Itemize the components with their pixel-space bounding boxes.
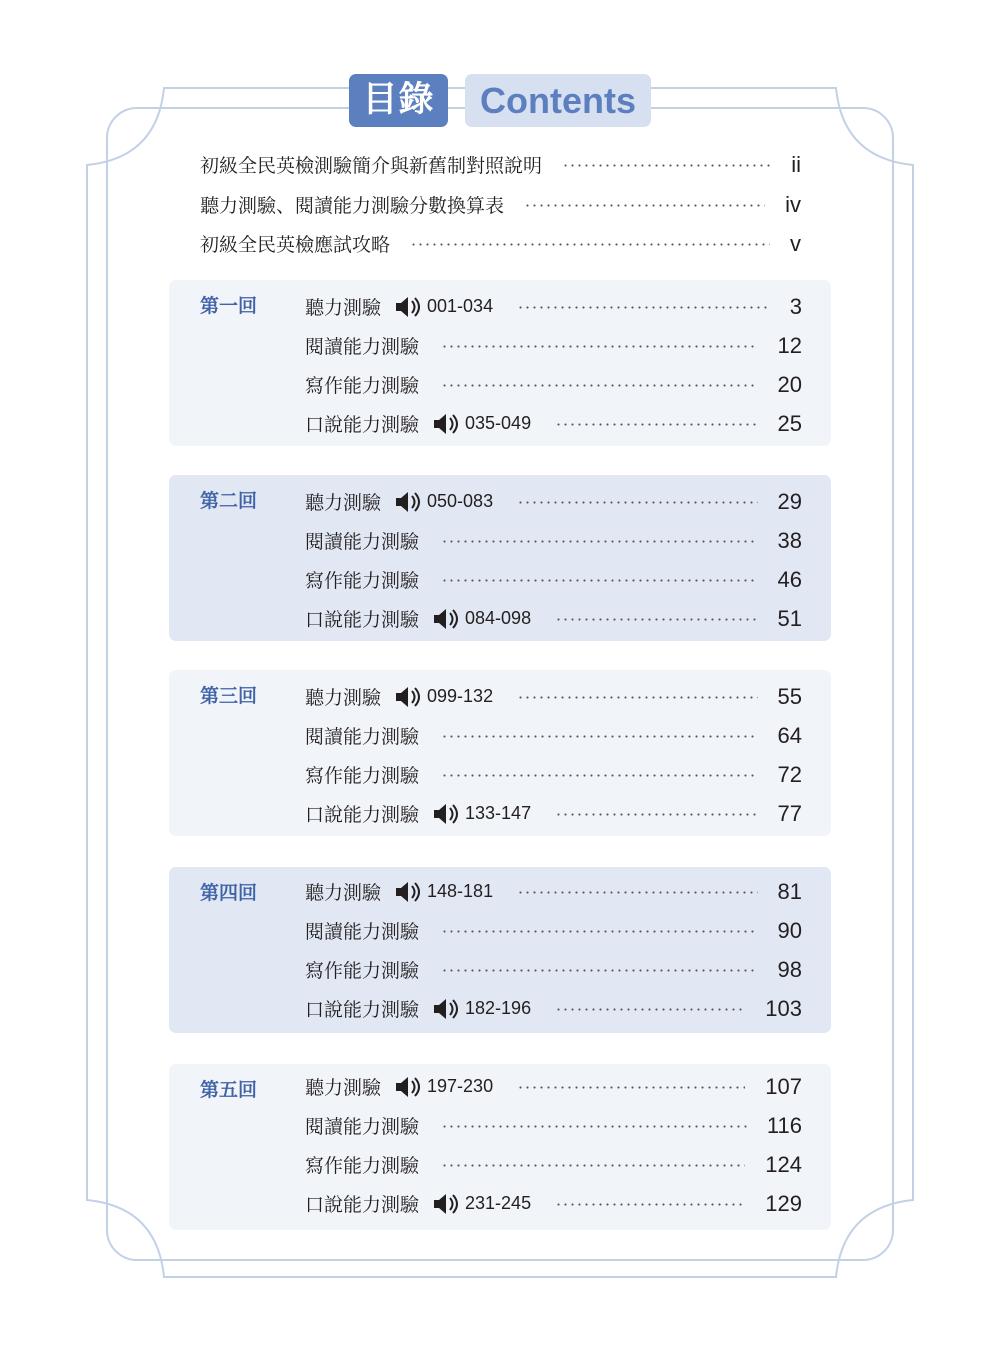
speaker-icon — [395, 296, 425, 318]
toc-entry[interactable] — [305, 911, 802, 950]
page-number: 81 — [777, 878, 802, 904]
entry-label: 口說能力測驗 — [305, 414, 420, 436]
dot-leader — [441, 384, 758, 387]
section-label: 第四回 — [200, 882, 258, 904]
entry-label: 口說能力測驗 — [305, 1194, 420, 1216]
audio-track-range: 084-098 — [465, 608, 532, 628]
toc-entry[interactable] — [305, 365, 802, 404]
audio-track-range: 050-083 — [427, 491, 494, 511]
speaker-icon — [395, 1076, 425, 1098]
toc-entry[interactable] — [305, 755, 802, 794]
toc-entry[interactable] — [305, 677, 802, 716]
entry-label: 聽力測驗、閱讀能力測驗分數換算表 — [200, 195, 505, 217]
page-number: iv — [785, 191, 801, 217]
toc-entry[interactable] — [200, 145, 801, 184]
toc-entry[interactable] — [305, 1184, 802, 1223]
dot-leader — [441, 735, 758, 738]
dot-leader — [562, 164, 771, 167]
audio-track-range: 133-147 — [465, 803, 532, 823]
entry-label: 口說能力測驗 — [305, 804, 420, 826]
page-number: 72 — [777, 761, 802, 787]
page-number: 77 — [777, 800, 802, 826]
speaker-icon — [395, 881, 425, 903]
page-number: 46 — [777, 566, 802, 592]
page-number: 20 — [777, 371, 802, 397]
audio-track-range: 182-196 — [465, 998, 532, 1018]
entry-label: 寫作能力測驗 — [305, 765, 420, 787]
entry-label: 寫作能力測驗 — [305, 570, 420, 592]
dot-leader — [441, 1125, 747, 1128]
speaker-icon — [433, 413, 463, 435]
toc-entry[interactable] — [305, 1106, 802, 1145]
dot-leader — [517, 1086, 745, 1089]
audio-track-range: 099-132 — [427, 686, 494, 706]
audio-track-range: 035-049 — [465, 413, 532, 433]
entry-label: 初級全民英檢測驗簡介與新舊制對照說明 — [200, 155, 543, 177]
entry-label: 聽力測驗 — [305, 297, 382, 319]
toc-entry[interactable] — [305, 950, 802, 989]
speaker-icon — [395, 491, 425, 513]
page-number: 55 — [777, 683, 802, 709]
entry-label: 口說能力測驗 — [305, 609, 420, 631]
page-number: ii — [791, 151, 801, 177]
dot-leader — [410, 243, 770, 246]
page-number: 64 — [777, 722, 802, 748]
audio-track-range: 231-245 — [465, 1193, 532, 1213]
audio-track-range: 001-034 — [427, 296, 494, 316]
page-number: 116 — [766, 1112, 802, 1138]
dot-leader — [441, 969, 758, 972]
entry-label: 口說能力測驗 — [305, 999, 420, 1021]
section-label: 第一回 — [200, 295, 258, 317]
section-label: 第二回 — [200, 490, 258, 512]
section-2 — [169, 475, 831, 641]
toc-entry[interactable] — [305, 872, 802, 911]
toc-entry[interactable] — [200, 185, 801, 224]
entry-label: 閱讀能力測驗 — [305, 921, 420, 943]
entry-label: 閱讀能力測驗 — [305, 336, 420, 358]
page-number: 98 — [777, 956, 802, 982]
toc-entry[interactable] — [200, 224, 801, 263]
section-1 — [169, 280, 831, 446]
dot-leader — [517, 891, 757, 894]
audio-track-range: 197-230 — [427, 1076, 494, 1096]
entry-label: 初級全民英檢應試攻略 — [200, 234, 391, 256]
page-number: 129 — [765, 1190, 802, 1216]
dot-leader — [555, 618, 757, 621]
dot-leader — [441, 540, 758, 543]
page-number: 103 — [765, 995, 802, 1021]
page-number: 12 — [777, 332, 802, 358]
audio-track-range: 148-181 — [427, 881, 494, 901]
page-number: 124 — [765, 1151, 802, 1177]
dot-leader — [517, 696, 757, 699]
entry-label: 聽力測驗 — [305, 687, 382, 709]
section-4 — [169, 867, 831, 1033]
entry-label: 聽力測驗 — [305, 492, 382, 514]
dot-leader — [441, 930, 758, 933]
dot-leader — [441, 579, 758, 582]
dot-leader — [555, 1203, 745, 1206]
toc-entry[interactable] — [305, 716, 802, 755]
dot-leader — [555, 423, 757, 426]
page-number: 3 — [789, 293, 802, 319]
entry-label: 閱讀能力測驗 — [305, 531, 420, 553]
title-english: Contents — [465, 74, 651, 127]
toc-entry[interactable] — [305, 1067, 802, 1106]
dot-leader — [517, 306, 770, 309]
dot-leader — [555, 813, 757, 816]
section-label: 第三回 — [200, 685, 258, 707]
dot-leader — [441, 1164, 745, 1167]
toc-entry[interactable] — [305, 599, 802, 638]
dot-leader — [441, 774, 758, 777]
entry-label: 寫作能力測驗 — [305, 375, 420, 397]
toc-entry[interactable] — [305, 521, 802, 560]
dot-leader — [441, 345, 758, 348]
entry-label: 寫作能力測驗 — [305, 1155, 420, 1177]
page-number: 38 — [777, 527, 802, 553]
toc-entry[interactable] — [305, 794, 802, 833]
speaker-icon — [433, 998, 463, 1020]
entry-label: 閱讀能力測驗 — [305, 1116, 420, 1138]
speaker-icon — [433, 1193, 463, 1215]
dot-leader — [524, 204, 765, 207]
entry-label: 閱讀能力測驗 — [305, 726, 420, 748]
page-number: 90 — [777, 917, 802, 943]
section-5 — [169, 1064, 831, 1230]
toc-entry[interactable] — [305, 287, 802, 326]
dot-leader — [555, 1008, 745, 1011]
entry-label: 寫作能力測驗 — [305, 960, 420, 982]
toc-entry[interactable] — [305, 989, 802, 1028]
page-number: v — [790, 230, 801, 256]
page-number: 25 — [777, 410, 802, 436]
page-number: 29 — [777, 488, 802, 514]
toc-entry[interactable] — [305, 326, 802, 365]
section-3 — [169, 670, 831, 836]
entry-label: 聽力測驗 — [305, 1077, 382, 1099]
page-number: 51 — [777, 605, 802, 631]
speaker-icon — [395, 686, 425, 708]
dot-leader — [517, 501, 757, 504]
toc-entry[interactable] — [305, 560, 802, 599]
toc-entry[interactable] — [305, 482, 802, 521]
entry-label: 聽力測驗 — [305, 882, 382, 904]
toc-entry[interactable] — [305, 404, 802, 443]
section-label: 第五回 — [200, 1079, 258, 1101]
toc-entry[interactable] — [305, 1145, 802, 1184]
page-number: 107 — [765, 1073, 802, 1099]
speaker-icon — [433, 803, 463, 825]
speaker-icon — [433, 608, 463, 630]
title-chinese: 目錄 — [349, 74, 448, 127]
